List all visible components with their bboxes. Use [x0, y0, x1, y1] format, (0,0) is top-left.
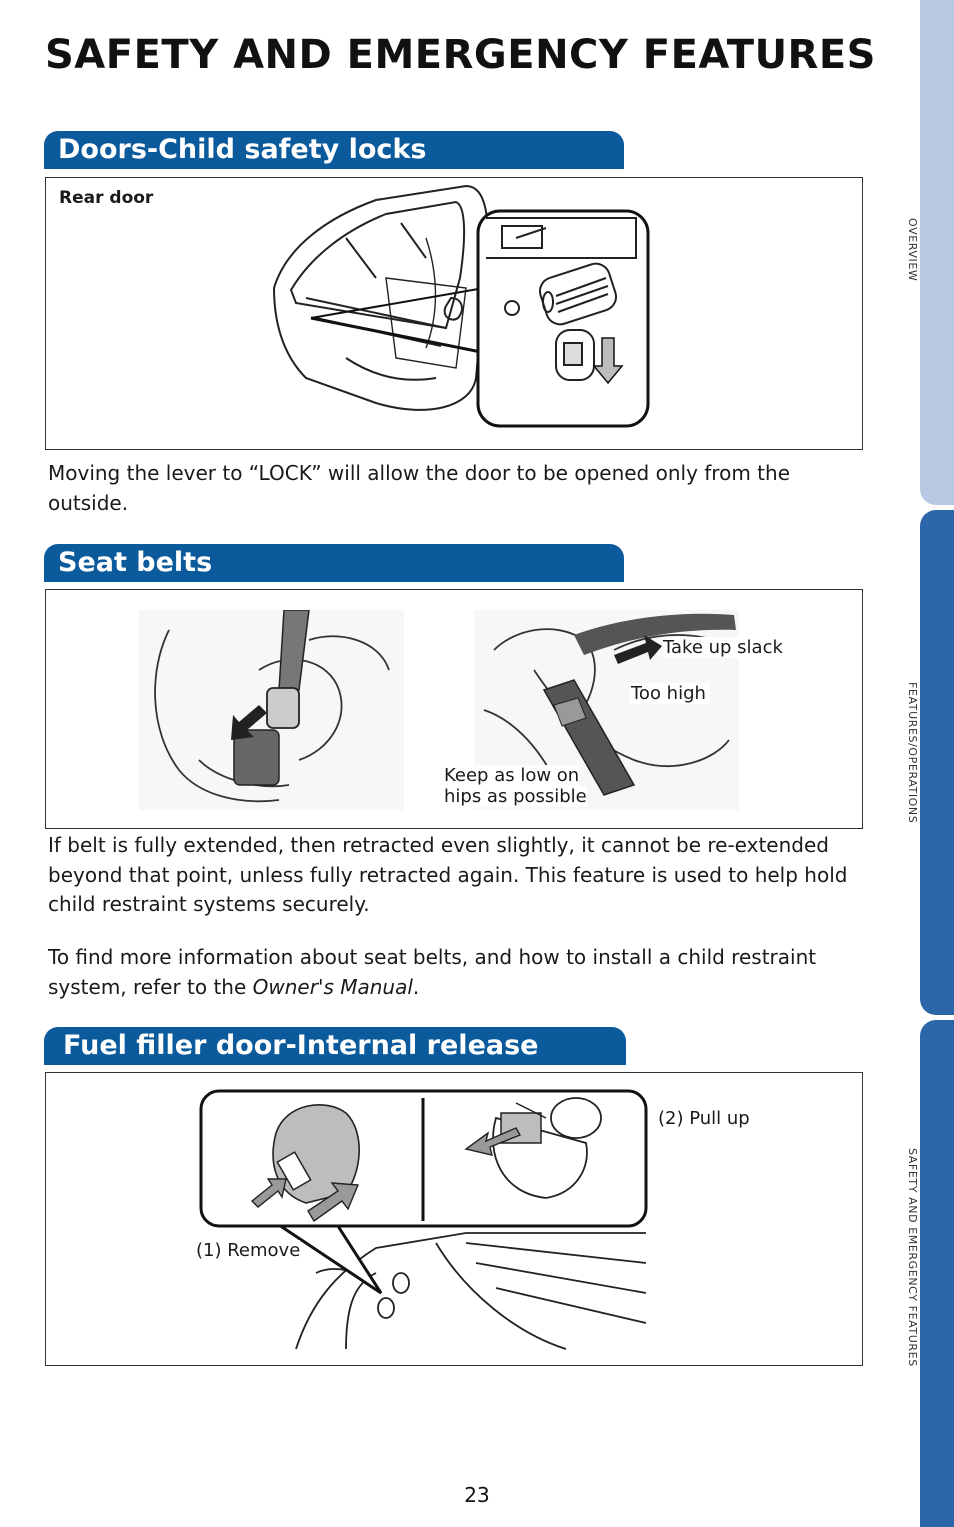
- tab-safety-emergency[interactable]: [920, 1020, 954, 1527]
- figure-child-safety-lock: [45, 177, 863, 450]
- more-info-end: .: [412, 974, 420, 999]
- more-info-text: To find more information about seat belts, and how to install a child restraint system, refer to the: [48, 945, 817, 999]
- page-title: SAFETY AND EMERGENCY FEATURES: [45, 32, 876, 78]
- seat-belt-description: If belt is fully extended, then retracted even slightly, it cannot be re-extended beyond that point, unless fully retracted again. This feature is used to help hold child restraint systems securely.: [48, 833, 848, 916]
- label-too-high: Too high: [629, 683, 710, 704]
- label-pull-up: (2) Pull up: [658, 1108, 750, 1129]
- page-number: 23: [464, 1483, 490, 1507]
- rear-door-illustration: [46, 178, 864, 451]
- child-lock-description: Moving the lever to “LOCK” will allow the door to be opened only from the outside.: [48, 461, 790, 515]
- owners-manual-reference: Owner's Manual: [252, 974, 413, 999]
- section-header-seat-belts: Seat belts: [44, 544, 624, 582]
- seat-belt-more-info: [48, 943, 848, 1002]
- figure-fuel-filler: [45, 1072, 863, 1366]
- tab-label-overview: OVERVIEW: [906, 218, 919, 282]
- tab-features-operations[interactable]: [920, 510, 954, 1015]
- tab-label-safety-emergency: SAFETY AND EMERGENCY FEATURES: [906, 1148, 919, 1367]
- label-keep-low-line1: Keep as low on: [444, 765, 580, 786]
- tab-label-features-operations: FEATURES/OPERATIONS: [906, 682, 919, 824]
- seat-belt-buckle-illustration: [139, 610, 404, 810]
- figure-label-rear-door: Rear door: [59, 188, 154, 208]
- label-remove: (1) Remove: [196, 1240, 301, 1261]
- label-take-up-slack: Take up slack: [663, 637, 783, 658]
- section-header-child-safety-locks: Doors-Child safety locks: [44, 131, 624, 169]
- figure-seat-belts: [45, 589, 863, 829]
- section-header-fuel-filler: Fuel filler door-Internal release: [44, 1027, 626, 1065]
- tab-overview[interactable]: [920, 0, 954, 505]
- label-keep-low-line2: hips as possible: [444, 786, 587, 807]
